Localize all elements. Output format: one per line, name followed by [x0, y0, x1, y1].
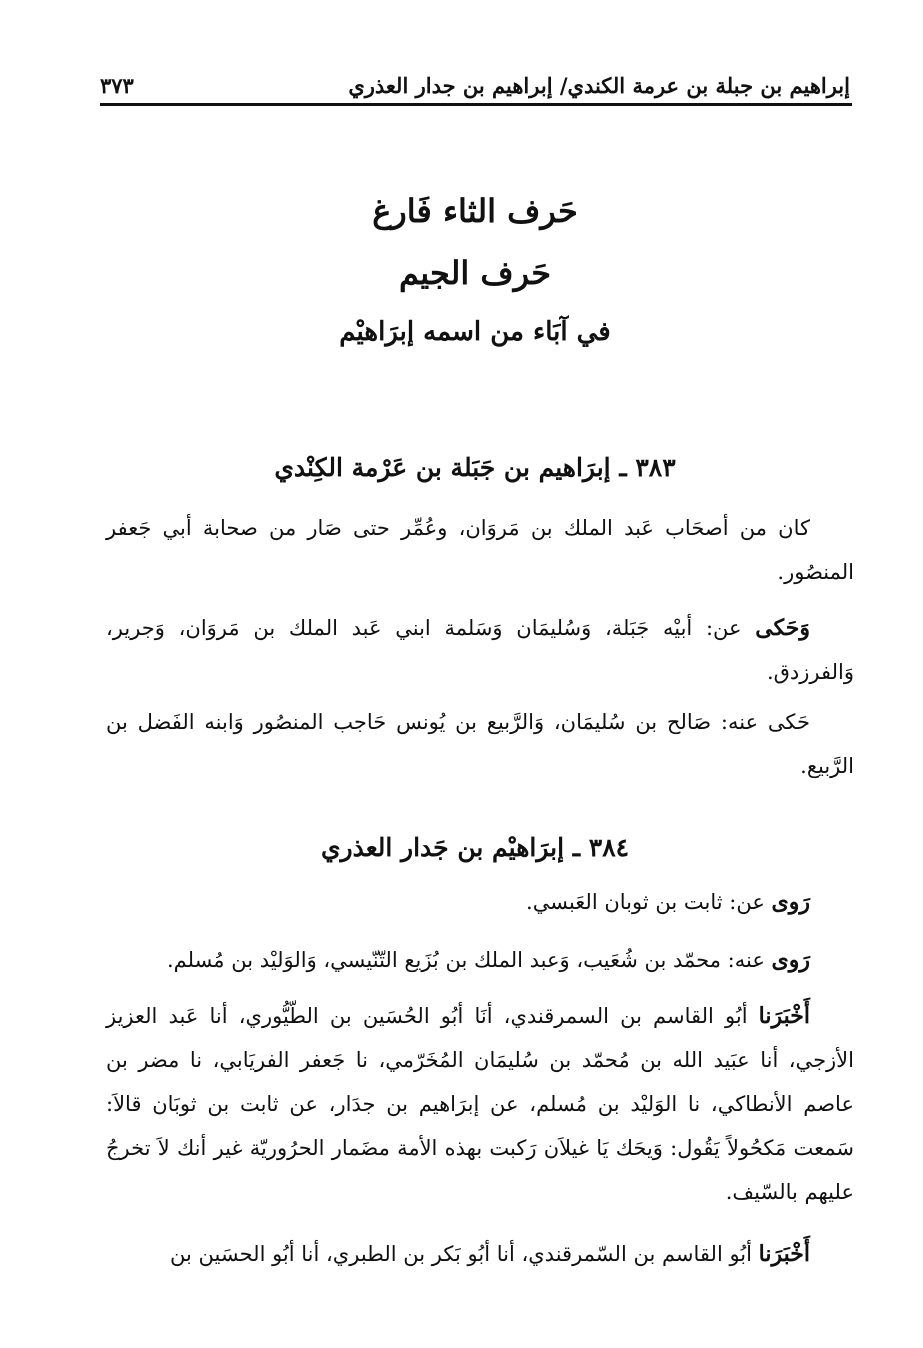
- paragraph-lead: أَخْبَرَنا: [758, 1241, 810, 1267]
- paragraph-lead: أَخْبَرَنا: [758, 1003, 810, 1029]
- paragraph-lead: رَوى: [771, 947, 810, 973]
- paragraph-text: حَكى عنه: صَالح بن سُليمَان، وَالرَّبيع بن يُونس حَاجب المنصُور وَابنه الفَضل بن الرَّبيع.: [106, 710, 854, 778]
- paragraph-lead: رَوى: [771, 889, 810, 915]
- entry-384-paragraph-2: [106, 938, 854, 982]
- entry-384-paragraph-1: [106, 880, 854, 924]
- entry-383-paragraph-3: [106, 700, 854, 788]
- chapter-heading-line-3: في آبَاء من اسمه إبرَاهيْم: [339, 317, 611, 347]
- entry-384-paragraph-4: [106, 1232, 854, 1276]
- running-header: [100, 62, 850, 98]
- entry-383-paragraph-2: [106, 606, 854, 694]
- paragraph-lead: وَحَكى: [755, 615, 810, 641]
- paragraph-text: أبُو القاسم بن السمرقندي، أنَا أبُو الحُسَين بن الطّيُّوري، أنا عَبد العزيز الأزجي، أنا عبَيد الله بن مُحمّد بن سُليمَان المُخَرّمي، نا جَعفر الفريَابي، نا مضر بن عاصم الأنطاكي، نا الوَليْد بن مُسلم، عن إبرَاهيم بن جدَار، عن ثابت بن ثوبَان قالاَ: سَمعت مَكحُولاً يَقُول: وَيحَك يَا غيلاَن رَكبت بهذه الأمة مضَمار الحرُوريّة غير أنك لاَ تخرجُ عليهم بالسّيف.: [106, 1004, 854, 1204]
- paragraph-text: أبُو القاسم بن السّمرقندي، أنا أبُو بَكر بن الطبري، أنا أبُو الحسَين بن: [170, 1242, 759, 1266]
- paragraph-text: عنه: محمّد بن شُعَيب، وَعبد الملك بن بُزَيع التّنّيسي، وَالوَليْد بن مُسلم.: [166, 948, 772, 972]
- page-number: ٣٧٣: [100, 73, 134, 98]
- header-rule: [100, 103, 852, 106]
- paragraph-text: عن: أبيْه جَبَلة، وَسُليمَان وَسَلمة ابني عَبد الملك بن مَروَان، وَجرير، وَالفرزدق.: [106, 616, 854, 684]
- paragraph-text: كان من أصحَاب عَبد الملك بن مَروَان، وعُمِّر حتى صَار من صحابة أبي جَعفر المنصُور.: [106, 516, 854, 584]
- chapter-heading-line-1: حَرف الثاء فَارغ: [372, 192, 578, 230]
- entry-title-384: ٣٨٤ ـ إبرَاهيْم بن جَدار العذري: [320, 833, 630, 862]
- chapter-heading-line-2: حَرف الجيم: [399, 254, 551, 292]
- entry-title-383: ٣٨٣ ـ إبرَاهيم بن جَبَلة بن عَرْمة الكِنْدي: [274, 453, 676, 482]
- chapter-heading: [100, 180, 850, 360]
- header-title: إبراهيم بن جبلة بن عرمة الكندي/ إبراهيم بن جدار العذري: [348, 73, 850, 98]
- paragraph-text: عن: ثابت بن ثوبان العَبسي.: [526, 890, 772, 914]
- entry-383-paragraph-1: [106, 506, 854, 594]
- entry-384-paragraph-3: [106, 994, 854, 1214]
